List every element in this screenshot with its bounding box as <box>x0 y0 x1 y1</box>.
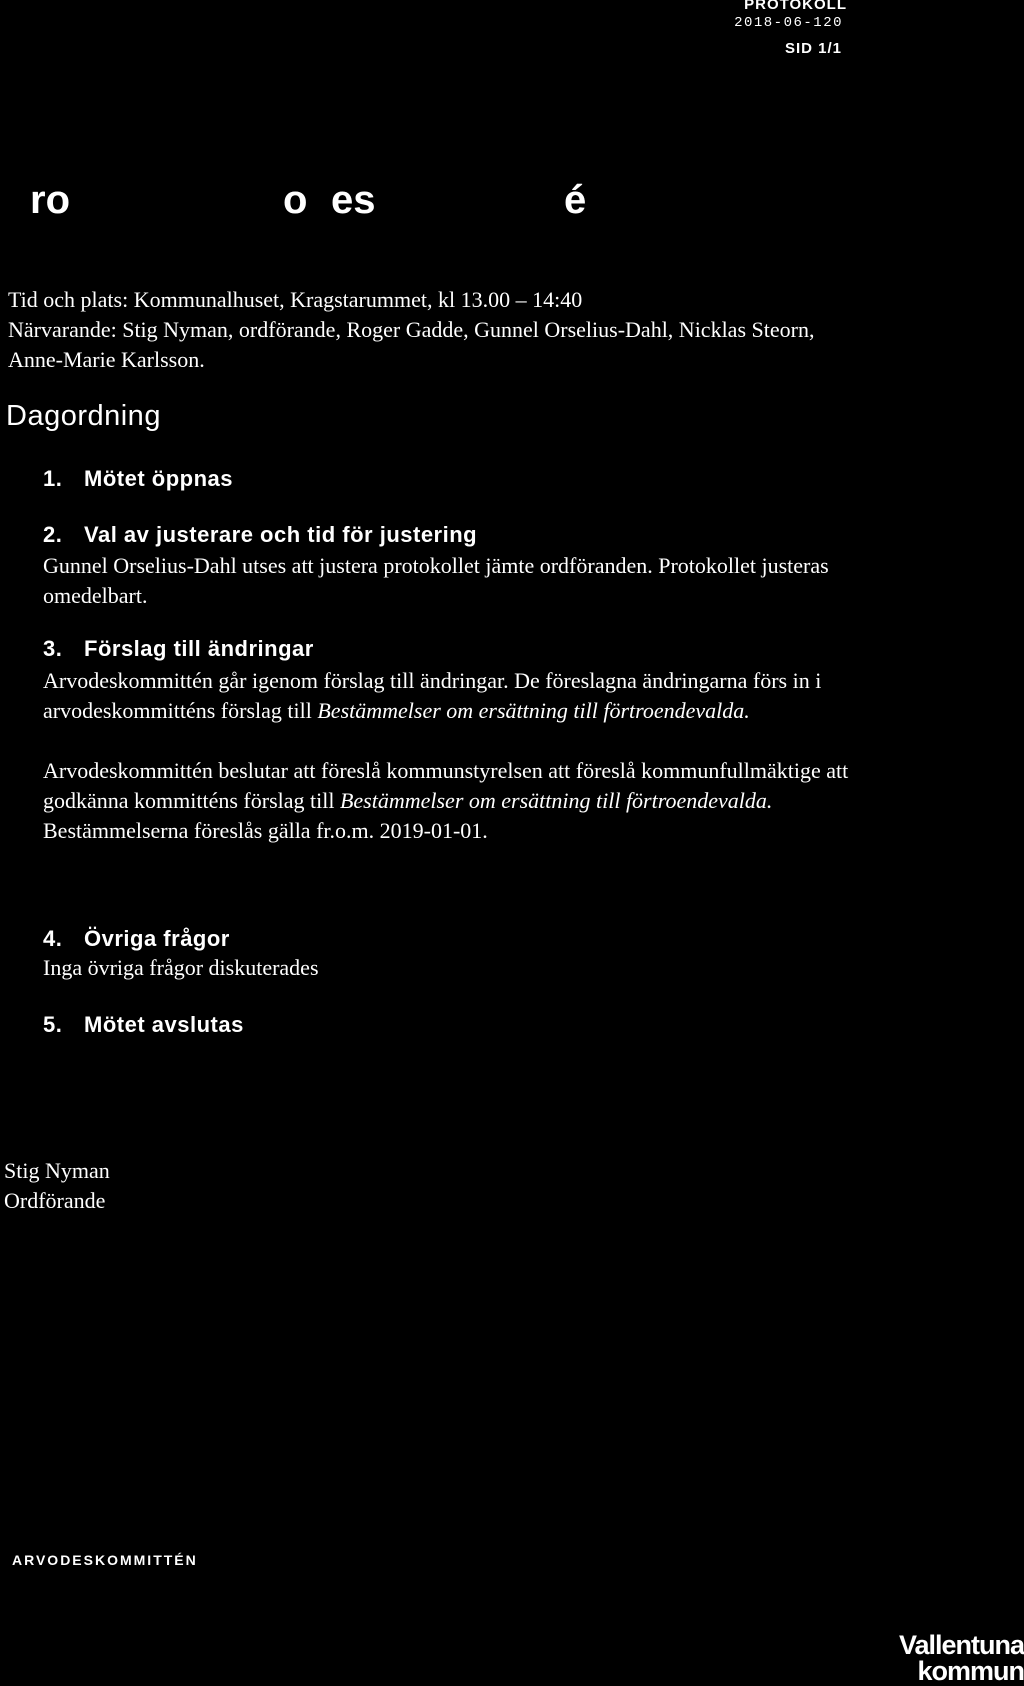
agenda-item-4-title <box>43 926 230 952</box>
agenda-item-3-title <box>43 636 314 662</box>
document-reference: Bestämmelser om ersättning till förtroendevalda. <box>317 698 750 723</box>
agenda-item-text: Gunnel Orselius-Dahl utses att justera protokollet jämte ordföranden. Protokollet justeras omedelbart. <box>43 553 829 608</box>
signatory-role: Ordförande <box>4 1188 106 1213</box>
agenda-item-3-body <box>43 666 873 846</box>
agenda-item-label: Mötet avslutas <box>84 1012 244 1037</box>
paragraph-text: Arvodeskommittén går igenom förslag till ändringar. De föreslagna ändringarna förs in i arvodeskommitténs förslag till <box>43 668 822 723</box>
agenda-item-number: 5. <box>43 1012 63 1037</box>
agenda-heading: Dagordning <box>6 400 161 432</box>
agenda-item-5-title <box>43 1012 244 1038</box>
agenda-item-2-body <box>43 551 873 611</box>
document-type: PROTOKOLL <box>744 0 847 13</box>
document-date: 2018-06-120 <box>734 15 843 31</box>
agenda-item-paragraph <box>43 756 873 816</box>
agenda-item-label: Förslag till ändringar <box>84 636 314 661</box>
municipality-logo <box>899 1632 1024 1684</box>
document-reference: Bestämmelser om ersättning till förtroendevalda. <box>339 788 773 813</box>
agenda-item-label: Övriga frågor <box>84 926 230 951</box>
agenda-item-paragraph <box>43 666 873 726</box>
agenda-item-number: 4. <box>43 926 63 951</box>
footer-organization: ARVODESKOMMITTÉN <box>12 1552 198 1568</box>
agenda-item-number: 1. <box>43 466 63 491</box>
attendees: Närvarande: Stig Nyman, ordförande, Roger Gadde, Gunnel Orselius-Dahl, Nicklas Steorn, Anne-Marie Karlsson. <box>8 317 815 372</box>
agenda-item-text: Inga övriga frågor diskuterades <box>43 955 319 980</box>
title-fragment: ro <box>30 178 70 222</box>
time-and-place: Tid och plats: Kommunalhuset, Kragstarummet, kl 13.00 – 14:40 <box>8 287 583 312</box>
logo-line: kommun <box>917 1656 1024 1686</box>
meeting-meta <box>8 285 868 375</box>
title-fragment: es <box>331 178 376 222</box>
agenda-item-number: 3. <box>43 636 63 661</box>
agenda-item-number: 2. <box>43 522 63 547</box>
logo-line: Vallentuna <box>898 1630 1024 1660</box>
agenda-item-1-title <box>43 466 233 492</box>
agenda-item-4-body <box>43 953 873 983</box>
agenda-item-label: Val av justerare och tid för justering <box>84 522 478 547</box>
agenda-item-paragraph: Bestämmelserna föreslås gälla fr.o.m. 2019-01-01. <box>43 818 488 843</box>
title-fragment: o <box>283 178 308 222</box>
signature-block <box>4 1156 110 1216</box>
agenda-item-label: Mötet öppnas <box>84 466 233 491</box>
page-number: SID 1/1 <box>784 40 842 57</box>
paragraph-text: Arvodeskommittén beslutar att föreslå kommunstyrelsen att föreslå kommunfullmäktige att godkänna kommitténs förslag till <box>43 758 849 813</box>
signatory-name: Stig Nyman <box>4 1158 110 1183</box>
agenda-item-2-title <box>43 522 477 548</box>
title-fragment: é <box>564 178 587 222</box>
